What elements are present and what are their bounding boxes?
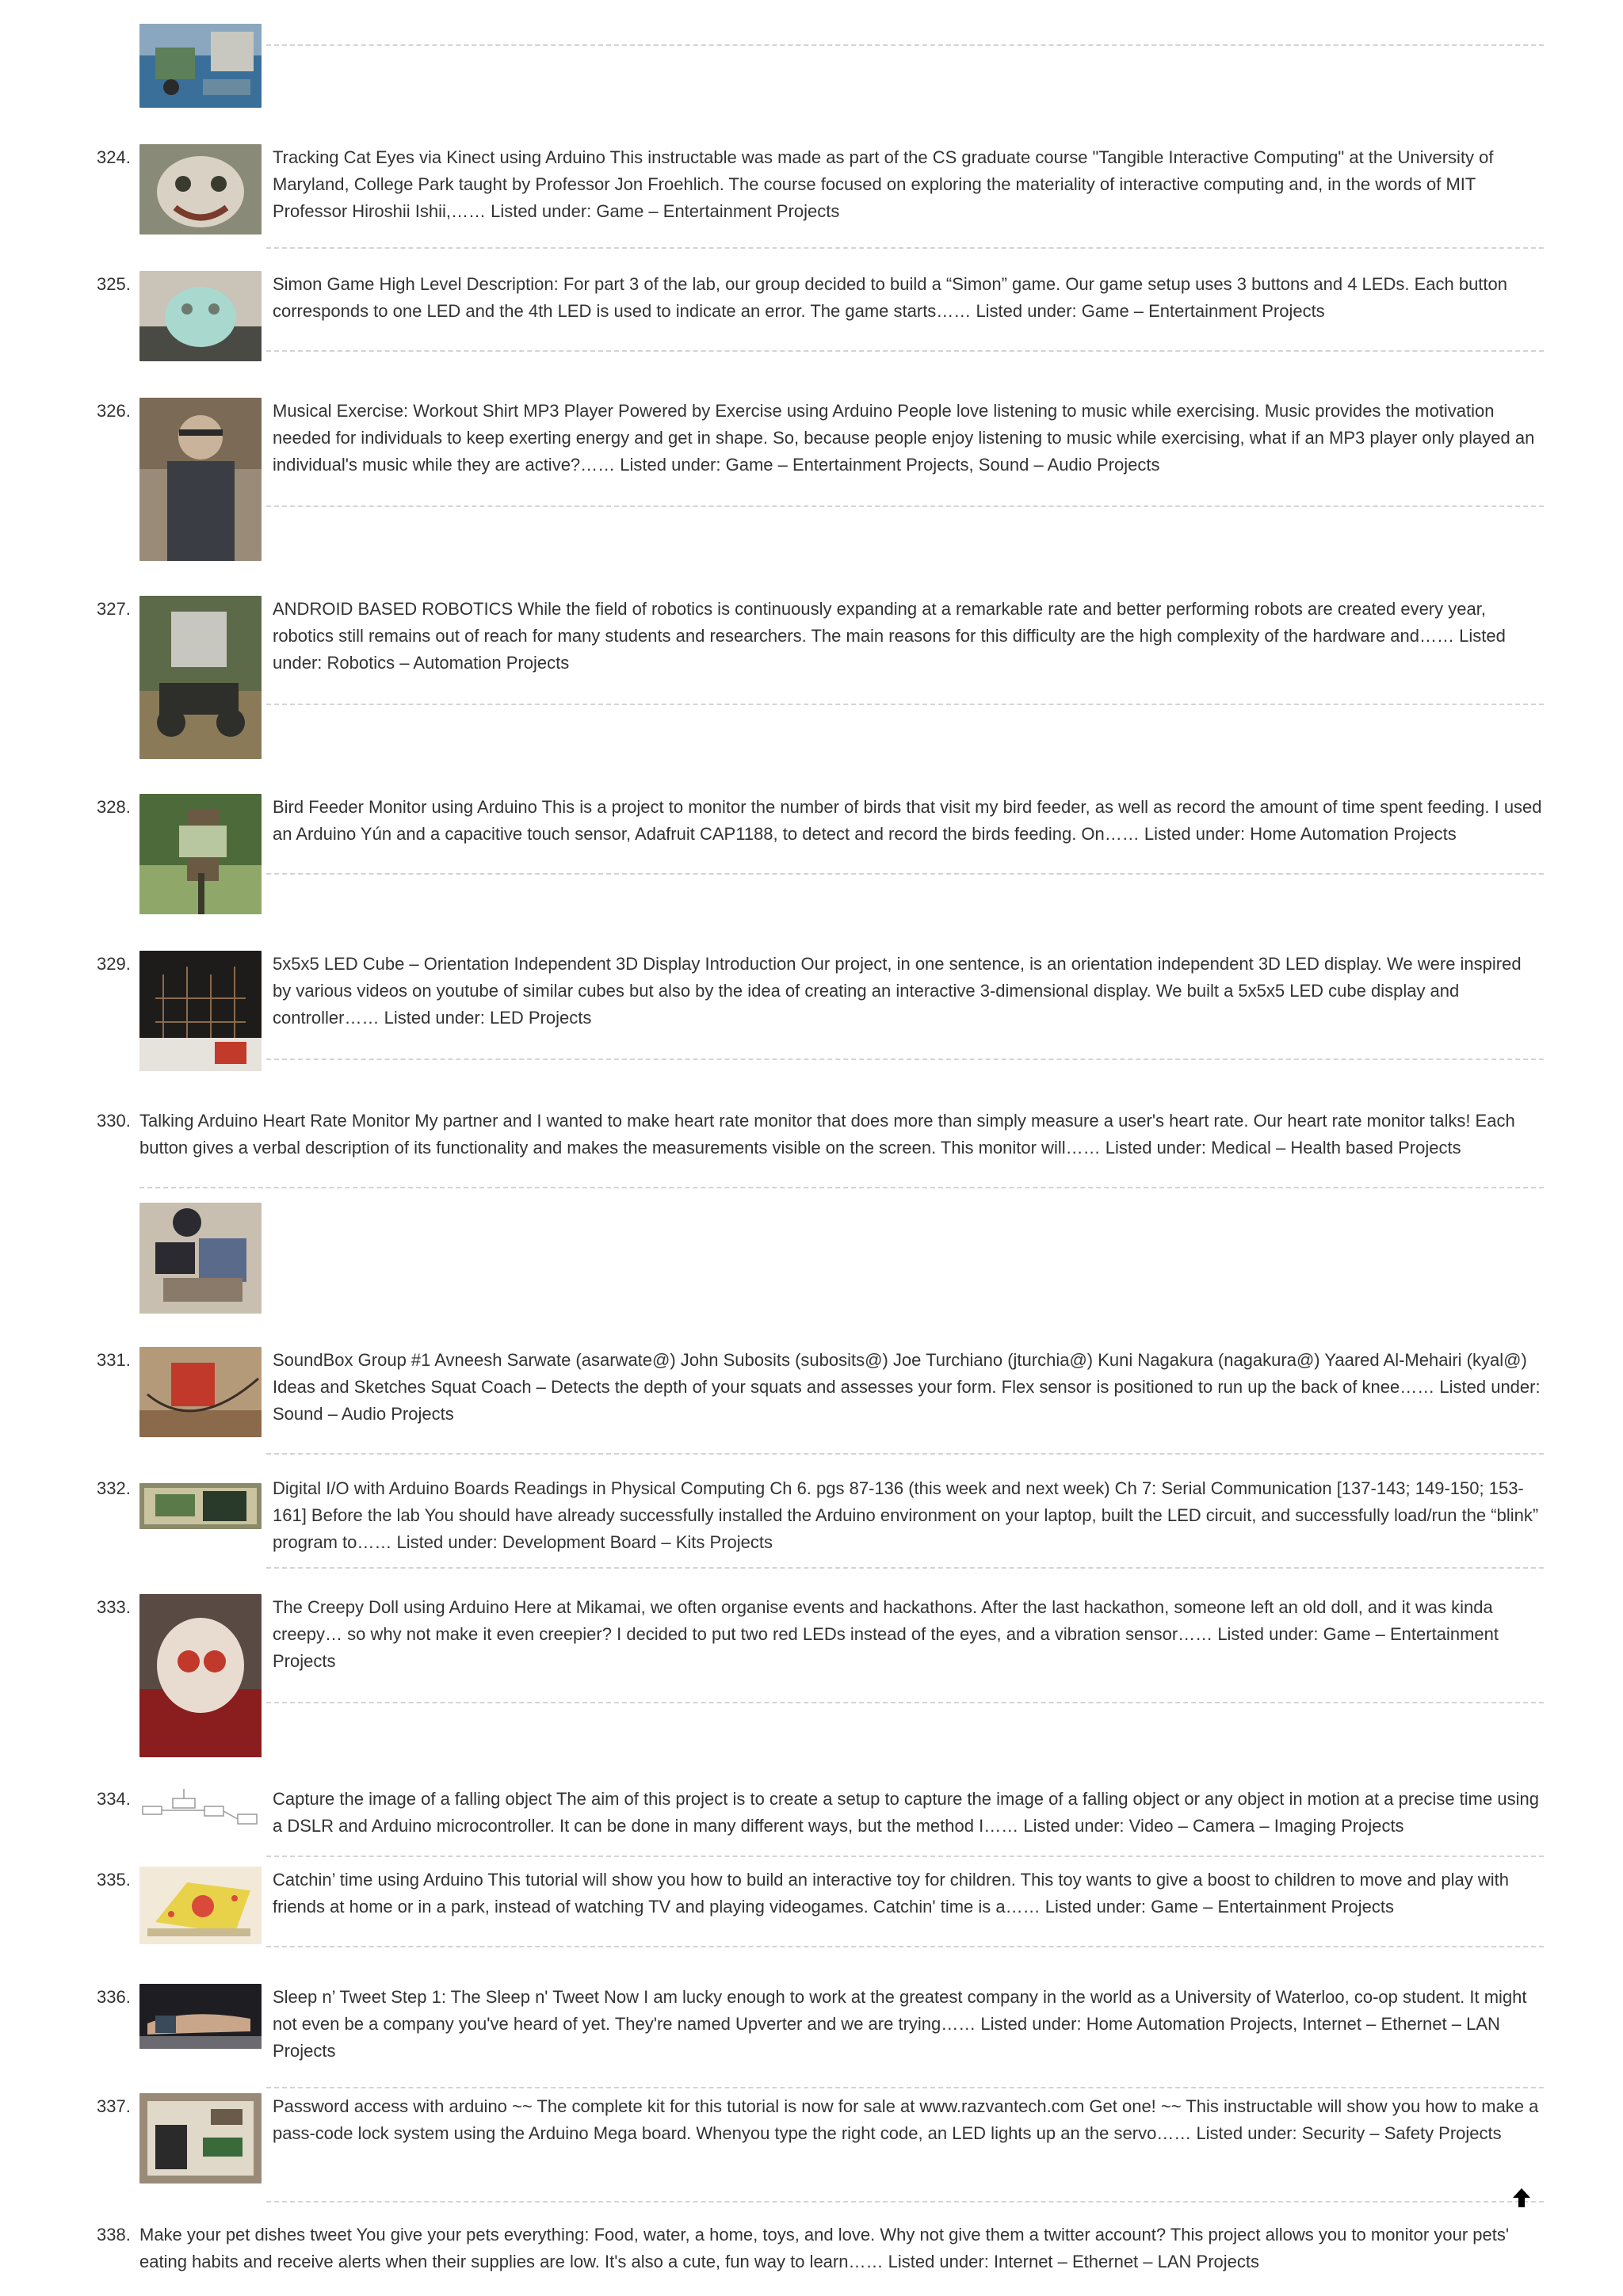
project-thumbnail[interactable] [139, 144, 262, 235]
item-description: The aim of this project is to create a setup to capture the image of a falling object or any object in motion at a precise time using a DSLR and Arduino microcontroller. It can be done in many different ways, but the method I…… [273, 1789, 1539, 1836]
item-text [273, 1867, 1544, 1920]
thumbnail-image [139, 271, 262, 361]
item-text [273, 1475, 1544, 1556]
category-link[interactable]: LED Projects [489, 1008, 592, 1028]
item-text [273, 144, 1544, 225]
item-number: 336. [97, 1987, 131, 2007]
thumbnail-image [139, 1483, 262, 1529]
item-title-link[interactable]: ANDROID BASED ROBOTICS [273, 599, 514, 619]
category-link[interactable]: Video – Camera – Imaging Projects [1128, 1816, 1404, 1836]
item-title-link[interactable]: 5x5x5 LED Cube – Orientation Independent 3D Display [273, 954, 701, 974]
list-item [97, 1347, 1544, 1466]
list-item [97, 1594, 1544, 1760]
item-number: 333. [97, 1597, 131, 1617]
category-link[interactable]: Game – Entertainment Projects [1081, 301, 1325, 321]
project-thumbnail[interactable] [139, 24, 262, 108]
project-thumbnail[interactable] [139, 1786, 262, 1836]
item-description: Here at Mikamai, we often organise events and hackathons. After the last hackathon, someone left an old doll, and it was kinda creepy… so why not make it even creepier? I decided to put two red LEDs instead of the eyes, and a vibration sensor…… [273, 1597, 1493, 1644]
listed-under-label: Listed under: [491, 201, 592, 221]
project-thumbnail[interactable] [139, 1347, 262, 1437]
thumbnail-image [139, 1984, 262, 2049]
list-item [97, 1786, 1544, 1865]
item-number: 334. [97, 1789, 131, 1809]
item-text [139, 1108, 1544, 1161]
project-thumbnail[interactable] [139, 596, 262, 759]
project-thumbnail[interactable] [139, 1867, 262, 1944]
item-description: Readings in Physical Computing Ch 6. pgs 87-136 (this week and next week) Ch 7: Serial Communication [137-143; 149-150; 153-161] Before the lab You should have already successfully installed the Arduino environment on your laptop, built the LED circuit, and successfully load/run the “blink” program to…… [273, 1478, 1539, 1552]
separator [266, 1702, 1544, 1703]
separator [266, 505, 1544, 507]
item-number: 335. [97, 1870, 131, 1890]
project-thumbnail[interactable] [139, 398, 262, 561]
item-number: 330. [97, 1111, 131, 1131]
item-number: 325. [97, 274, 131, 294]
thumbnail-image [139, 1203, 262, 1314]
thumbnail-image [139, 1594, 262, 1757]
item-title-link[interactable]: The Creepy Doll using Arduino [273, 1597, 510, 1617]
separator [266, 2087, 1544, 2088]
separator [266, 1946, 1544, 1947]
thumbnail-image [139, 144, 262, 235]
separator [266, 350, 1544, 352]
item-title-link[interactable]: Musical Exercise: Workout Shirt MP3 Player Powered by Exercise using Arduino [273, 401, 893, 421]
category-link[interactable]: Home Automation Projects [1250, 824, 1457, 844]
project-thumbnail[interactable] [139, 951, 262, 1071]
list-item [97, 2222, 1544, 2293]
listed-under-label: Listed under: [396, 1532, 498, 1552]
listed-under-label: Listed under: [976, 301, 1077, 321]
separator [266, 873, 1544, 875]
listed-under-label: Listed under: [888, 2252, 989, 2271]
item-title-link[interactable]: Bird Feeder Monitor using Arduino [273, 797, 537, 817]
item-title-link[interactable]: Digital I/O with Arduino Boards [273, 1478, 510, 1498]
category-link[interactable]: Medical – Health based Projects [1211, 1138, 1461, 1158]
thumbnail-image [139, 596, 262, 759]
item-text [273, 1347, 1544, 1428]
category-link[interactable]: Internet – Ethernet – LAN Projects [993, 2252, 1260, 2271]
list-item [97, 1475, 1544, 1570]
listed-under-label: Listed under: [980, 2014, 1082, 2034]
list-item [97, 144, 1544, 255]
category-link[interactable]: Game – Entertainment Projects, Sound – Audio Projects [725, 455, 1160, 475]
item-number: 337. [97, 2096, 131, 2116]
item-text [273, 1594, 1544, 1675]
listed-under-label: Listed under: [1023, 1816, 1125, 1836]
separator [266, 1453, 1544, 1455]
item-number: 326. [97, 401, 131, 421]
item-title-link[interactable]: Password access with arduino [273, 2096, 507, 2116]
thumbnail-image [139, 24, 262, 108]
separator [266, 2201, 1544, 2203]
separator [139, 1187, 1544, 1188]
thumbnail-image [139, 951, 262, 1071]
list-item [97, 2093, 1544, 2212]
separator [266, 1567, 1544, 1569]
listed-under-label: Listed under: [1105, 1138, 1206, 1158]
category-link[interactable]: Game – Entertainment Projects [596, 201, 840, 221]
separator [266, 44, 1544, 46]
item-description: While the field of robotics is continuously expanding at a remarkable rate and better performing robots are created every year, robotics still remains out of reach for many students and researchers. The main reasons for this difficulty are the high complexity of the hardware and…… [273, 599, 1486, 646]
item-description: High Level Description: For part 3 of the lab, our group decided to build a “Simon” game. Our game setup uses 3 buttons and 4 LEDs. Each button corresponds to one LED and the 4th LED is used to indicate an error. The game starts…… [273, 274, 1507, 321]
list-item [97, 951, 1544, 1077]
item-title-link[interactable]: Capture the image of a falling object [273, 1789, 552, 1809]
thumbnail-image [139, 1786, 262, 1836]
item-text [273, 2093, 1544, 2147]
item-text [139, 2222, 1544, 2275]
project-thumbnail[interactable] [139, 1203, 262, 1314]
thumbnail-image [139, 1867, 262, 1944]
project-thumbnail[interactable] [139, 1984, 262, 2049]
item-number: 328. [97, 797, 131, 817]
item-description: Step 1: The Sleep n' Tweet Now I am lucky enough to work at the greatest company in the world as a University of Waterloo, co-op student. It might not even be a company you've heard of yet. They're named Upverter and we are trying…… [273, 1987, 1527, 2034]
category-link[interactable]: Game – Entertainment Projects [273, 1624, 1499, 1671]
listed-under-label: Listed under: [1217, 1624, 1319, 1644]
back-to-top-button[interactable] [1510, 2183, 1533, 2210]
item-text [273, 271, 1544, 325]
category-link[interactable]: Home Automation Projects, Internet – Ethernet – LAN Projects [273, 2014, 1500, 2061]
category-link[interactable]: Security – Safety Projects [1301, 2123, 1502, 2143]
separator [266, 704, 1544, 705]
listed-under-label: Listed under: [1196, 2123, 1297, 2143]
item-description: Introduction Our project, in one sentence, is an orientation independent 3D LED display. We were inspired by various videos on youtube of similar cubes but also by the idea of creating an interactive 3-dimensional display. We built a 5x5x5 LED cube display and controller…… [273, 954, 1522, 1028]
item-number: 338. [97, 2225, 131, 2245]
list-item [97, 1867, 1544, 1978]
item-title-link[interactable]: Simon Game [273, 274, 375, 294]
item-title-link[interactable]: Make your pet dishes tweet [139, 2225, 352, 2245]
item-number: 332. [97, 1478, 131, 1498]
item-description: My partner and I wanted to make heart rate monitor that does more than simply measure a user's heart rate. Our heart rate monitor talks! Each button gives a verbal description of its functionality and makes the measurements visible on the screen. This monitor will…… [139, 1111, 1515, 1158]
item-text [273, 1786, 1544, 1840]
item-title-link[interactable]: Tracking Cat Eyes via Kinect using Arduino [273, 147, 605, 167]
item-description: This instructable was made as part of the CS graduate course "Tangible Interactive Computing" at the University of Maryland, College Park taught by Professor Jon Froehlich. The course focused on exploring the materiality of interactive computing and, in the words of MIT Professor Hiroshii Ishii,…… [273, 147, 1494, 221]
thumbnail-image [139, 398, 262, 561]
item-title-link[interactable]: Talking Arduino Heart Rate Monitor [139, 1111, 411, 1131]
project-thumbnail[interactable] [139, 1483, 262, 1529]
thumbnail-image [139, 2093, 262, 2183]
thumbnail-image [139, 794, 262, 914]
item-title-link[interactable]: Sleep n’ Tweet [273, 1987, 387, 2007]
listed-under-label: Listed under: [620, 455, 721, 475]
item-description: You give your pets everything: Food, water, a home, toys, and love. Why not give them a twitter account? This project allows you to monitor your pets' eating habits and receive alerts when their supplies are low. It's also a cute, fun way to learn…… [139, 2225, 1510, 2271]
item-number: 329. [97, 954, 131, 974]
listed-under-label: Listed under: [384, 1008, 485, 1028]
project-thumbnail[interactable] [139, 1594, 262, 1757]
list-item [97, 271, 1544, 358]
list-item [97, 1984, 1544, 2095]
list-item [97, 794, 1544, 921]
category-link[interactable]: Robotics – Automation Projects [327, 653, 570, 673]
list-item [97, 596, 1544, 762]
item-number: 327. [97, 599, 131, 619]
item-text [273, 596, 1544, 677]
listed-under-label: Listed under: [1044, 1897, 1146, 1917]
item-description: People love listening to music while exercising. Music provides the motivation needed for individuals to keep exerting energy and get in shape. So, because people enjoy listening to music while exercising, what if an MP3 player only played an individual's music while they are active?…… [273, 401, 1535, 475]
listed-under-label: Listed under: [273, 626, 1506, 673]
item-description: ~~ The complete kit for this tutorial is now for sale at www.razvantech.com Get one! ~~ This instructable will show you how to make a pass-code lock system using the Arduino Mega board. Whenyou type the right code, an LED lights up an the servo…… [273, 2096, 1539, 2143]
item-number: 331. [97, 1350, 131, 1370]
list-item [97, 24, 1544, 111]
category-link[interactable]: Development Board – Kits Projects [502, 1532, 773, 1552]
project-thumbnail[interactable] [139, 794, 262, 914]
list-item [97, 1108, 1544, 1337]
item-text [273, 951, 1544, 1032]
project-thumbnail[interactable] [139, 271, 262, 361]
item-text [273, 398, 1544, 479]
category-link[interactable]: Game – Entertainment Projects [1151, 1897, 1394, 1917]
item-description: This is a project to monitor the number of birds that visit my bird feeder, as well as record the amount of time spent feeding. I used an Arduino Yún and a capacitive touch sensor, Adafruit CAP1188, to detect and record the birds feeding. On…… [273, 797, 1542, 844]
listed-under-label: Listed under: [1439, 1377, 1541, 1397]
category-link[interactable]: Sound – Audio Projects [273, 1404, 454, 1424]
arrow-up-icon [1510, 2183, 1533, 2210]
separator [266, 1855, 1544, 1857]
item-text [273, 1984, 1544, 2065]
separator [266, 1058, 1544, 1060]
project-thumbnail[interactable] [139, 2093, 262, 2183]
thumbnail-image [139, 1347, 262, 1437]
item-title-link[interactable]: Catchin’ time using Arduino [273, 1870, 483, 1890]
separator [266, 247, 1544, 249]
listed-under-label: Listed under: [1144, 824, 1246, 844]
item-number: 324. [97, 147, 131, 167]
item-description: This tutorial will show you how to build an interactive toy for children. This toy wants to give a boost to children to move and play with friends at home or in a park, instead of watching TV and playing videogames. Catchin' time is a…… [273, 1870, 1509, 1917]
item-text [273, 794, 1544, 848]
item-description: Group #1 Avneesh Sarwate (asarwate@) John Subosits (subosits@) Joe Turchiano (jturchia@) Kuni Nagakura (nagakura@) Yaared Al-Mehairi (kyal@) Ideas and Sketches Squat Coach – Detects the depth of your squats and assesses your form. Flex sensor is positioned to run up the back of knee…… [273, 1350, 1527, 1397]
item-title-link[interactable]: SoundBox [273, 1350, 353, 1370]
list-item [97, 398, 1544, 564]
